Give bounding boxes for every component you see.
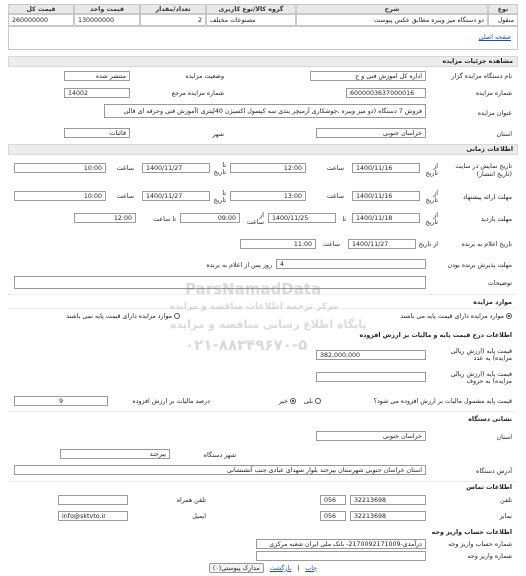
status-field: منتشر شده — [64, 71, 130, 81]
offer-label: مهلت ارائه پیشنهاد — [462, 194, 512, 201]
addr-province-field: خراسان جنوبی — [316, 431, 426, 441]
footer-links — [0, 563, 526, 573]
attachment-button[interactable]: مدارک پیوستی(۰) — [209, 563, 264, 573]
watermark-brand: ParsNamadData — [185, 280, 322, 298]
separator — [8, 481, 518, 482]
vat-percent-label: درصد مالیات بر ارزش افزوده — [132, 398, 210, 405]
deposit-label: شماره حساب واریز وجه — [448, 541, 512, 548]
row-type: منقول — [488, 14, 518, 26]
publish-to-time: 10:00 — [14, 163, 106, 173]
visit-from-label: از تاریخ — [425, 212, 438, 226]
separator — [8, 411, 518, 412]
row-total-price: 260000000 — [8, 14, 74, 26]
section-auction-items: موارد مزایده — [473, 299, 512, 306]
vat-question: قیمت پایه مشمول مالیات بر ارزش افزوده می شود؟ — [373, 398, 512, 405]
addr-city-label: شهر دستگاه — [203, 452, 236, 459]
with-base-price-label: موارد مزایده دارای قیمت پایه می باشند — [400, 313, 504, 320]
section-base-price: اطلاعات درج قیمت پایه و مالیات بر ارزش افزوده — [359, 332, 512, 339]
section-auction-details: مشاهده جزئیات مزایده — [8, 56, 518, 67]
offer-to-date: 1400/11/27 — [142, 191, 210, 201]
offer-to-label: تا تاریخ — [213, 190, 226, 204]
words-price-label: قیمت پایه (ارزش ریالی مزایده) به حروف — [450, 371, 512, 385]
col-unit-price-header: قیمت واحد — [74, 4, 140, 14]
email-label: ایمیل — [192, 513, 206, 520]
rial-price-field: 382,000,000 — [316, 350, 426, 360]
col-desc-header: شرح — [296, 4, 488, 14]
offer-to-hour-label: ساعت — [116, 193, 134, 200]
back-link[interactable]: بازگشت — [269, 564, 292, 572]
without-base-price-option[interactable] — [66, 313, 180, 320]
addr-city-field: بیرجند — [60, 449, 170, 459]
province-label: استان — [496, 131, 512, 138]
watermark-line1: مرکز ترجمه اطلاعات مناقصه و مزایده — [170, 302, 339, 312]
phone-number-field: 32213698 — [350, 495, 426, 505]
accept-label: مهلت پذیرش برنده بودن — [447, 262, 512, 269]
publish-to-date: 1400/11/27 — [142, 163, 210, 173]
visit-from-hour-label: از ساعت — [246, 212, 264, 226]
home-link[interactable]: صفحه اصلی — [478, 34, 511, 41]
fax-label: نمابر — [499, 513, 512, 520]
visit-label: مهلت بازدید — [480, 216, 512, 223]
publish-to-hour-label: ساعت — [116, 165, 134, 172]
row-desc: دو دستگاه میز ویبره مطابق عکس پیوست — [296, 14, 488, 26]
row-qty: 2 — [140, 14, 206, 26]
without-base-price-label: موارد مزایده دارای قیمت پایه نمی باشند — [66, 313, 172, 320]
row-unit-price: 130000000 — [74, 14, 140, 26]
city-label: شهر — [212, 131, 224, 138]
offer-from-label: از تاریخ — [425, 190, 438, 204]
row-spacer — [8, 26, 518, 50]
watermark-phone: ۰۲۱-۸۸۳۴۹۶۷۰-۵ — [185, 336, 308, 354]
ref-label: شماره مزایده مرجع — [171, 90, 224, 97]
visit-to-date: 1400/11/25 — [268, 213, 336, 223]
vat-no-label: خیر — [278, 398, 288, 405]
publish-from-label: از تاریخ — [425, 163, 438, 177]
province-field: خراسان جنوبی — [316, 128, 426, 138]
visit-to-hour-label: تا ساعت — [153, 216, 176, 223]
vat-yes-label: بلی — [303, 398, 313, 405]
with-base-price-option[interactable] — [400, 313, 512, 320]
phone-label: تلفن — [500, 497, 512, 504]
col-qty-header: تعداد/مقدار — [140, 4, 206, 14]
fax-code-field: 056 — [320, 511, 346, 521]
visit-from-time: 09:00 — [180, 213, 240, 223]
ref-field: 14002 — [64, 88, 130, 98]
col-group-header: گروه کالا/نوع کاربری — [206, 4, 296, 14]
announce-hour-label: ساعت — [322, 241, 340, 248]
publish-label: تاریخ نمایش در سایت (تاریخ انتشار) — [455, 163, 512, 178]
visit-to-time: 12:00 — [74, 213, 136, 223]
announce-time: 11:00 — [240, 239, 316, 249]
vat-percent-field: 9 — [14, 396, 108, 406]
phone-code-field: 056 — [320, 495, 346, 505]
publish-from-hour-label: ساعت — [326, 165, 344, 172]
vat-no-option[interactable] — [279, 398, 296, 405]
number-field: 6000003637000016 — [346, 88, 426, 98]
section-timing: اطلاعات زمانی — [8, 144, 518, 155]
announce-date: 1400/11/27 — [348, 239, 416, 249]
section-account: اطلاعات حساب واریز وجه — [431, 529, 512, 536]
org-field: اداره کل اموزش فنی و ح — [310, 71, 426, 81]
footer-separator: | — [297, 564, 300, 572]
publish-from-time: 12:00 — [230, 163, 306, 173]
vat-yes-option[interactable] — [304, 398, 321, 405]
section-contact: اطلاعات تماس — [466, 484, 512, 491]
with-base-price-radio[interactable] — [506, 313, 512, 319]
org-label: نام دستگاه مزایده گزار — [451, 73, 512, 80]
addr-label: آدرس دستگاه — [476, 468, 512, 475]
addr-field: استان خراسان جنوبی شهرستان بیرجند بلوار شهدای عبادی جنب آتشنشانی — [14, 465, 426, 475]
section-device-address: نشانی دستگاه — [468, 416, 512, 423]
status-label: وضعیت مزایده — [185, 73, 224, 80]
mobile-field — [58, 495, 128, 505]
words-price-field — [316, 372, 426, 382]
visit-to-label: تا — [342, 216, 346, 223]
number-label: شماره مزایده — [475, 90, 512, 97]
desc-label: توضیحات — [487, 280, 512, 287]
announce-from-label: از تاریخ — [418, 241, 438, 248]
accept-suffix: روز پس از اعلام به برنده — [206, 262, 272, 269]
mobile-label: تلفن همراه — [176, 497, 206, 504]
visit-from-date: 1400/11/18 — [352, 213, 420, 223]
city-field: قائنات — [64, 128, 130, 138]
fax-number-field: 32213698 — [350, 511, 426, 521]
offer-to-time: 10:00 — [14, 191, 106, 201]
col-type-header: نوع — [488, 4, 518, 14]
email-field: info@sktvto.ir — [58, 511, 128, 521]
announce-label: تاریخ اعلام به برنده — [461, 241, 512, 248]
offer-from-time: 13:00 — [230, 191, 306, 201]
print-link[interactable]: چاپ — [305, 564, 318, 572]
deposit-field: درآمدی-2170092171009- بانک ملی ایران شعبه مرکزی — [256, 539, 426, 549]
title-field: فروش 7 دستگاه (دو میز ویبره ،جوشکاری آرمیچر بندی سه کپسول اکسیژن 40لیتری )آموزش فنی وحرفه ای قالی — [104, 104, 426, 118]
publish-from-date: 1400/11/16 — [352, 163, 420, 173]
title-label: عنوان مزایده — [477, 110, 512, 117]
row-group: مصنوعات مختلف — [206, 14, 296, 26]
bid-label: شماره واریز وجه — [467, 553, 512, 560]
publish-to-label: تا تاریخ — [213, 162, 226, 176]
offer-from-hour-label: ساعت — [326, 193, 344, 200]
col-total-price-header: قیمت کل — [8, 4, 74, 14]
offer-from-date: 1400/11/16 — [352, 191, 420, 201]
vat-yes-radio[interactable] — [315, 398, 321, 404]
accept-days: 4 — [276, 259, 426, 269]
addr-province-label: استان — [496, 434, 512, 441]
rial-price-label: قیمت پایه (ارزش ریالی مزایده) به عدد — [450, 348, 512, 362]
bid-field — [256, 551, 426, 561]
watermark-line2: پایگاه اطلاع رسانی مناقصه و مزایده — [170, 318, 367, 331]
vat-no-radio[interactable] — [290, 398, 296, 404]
